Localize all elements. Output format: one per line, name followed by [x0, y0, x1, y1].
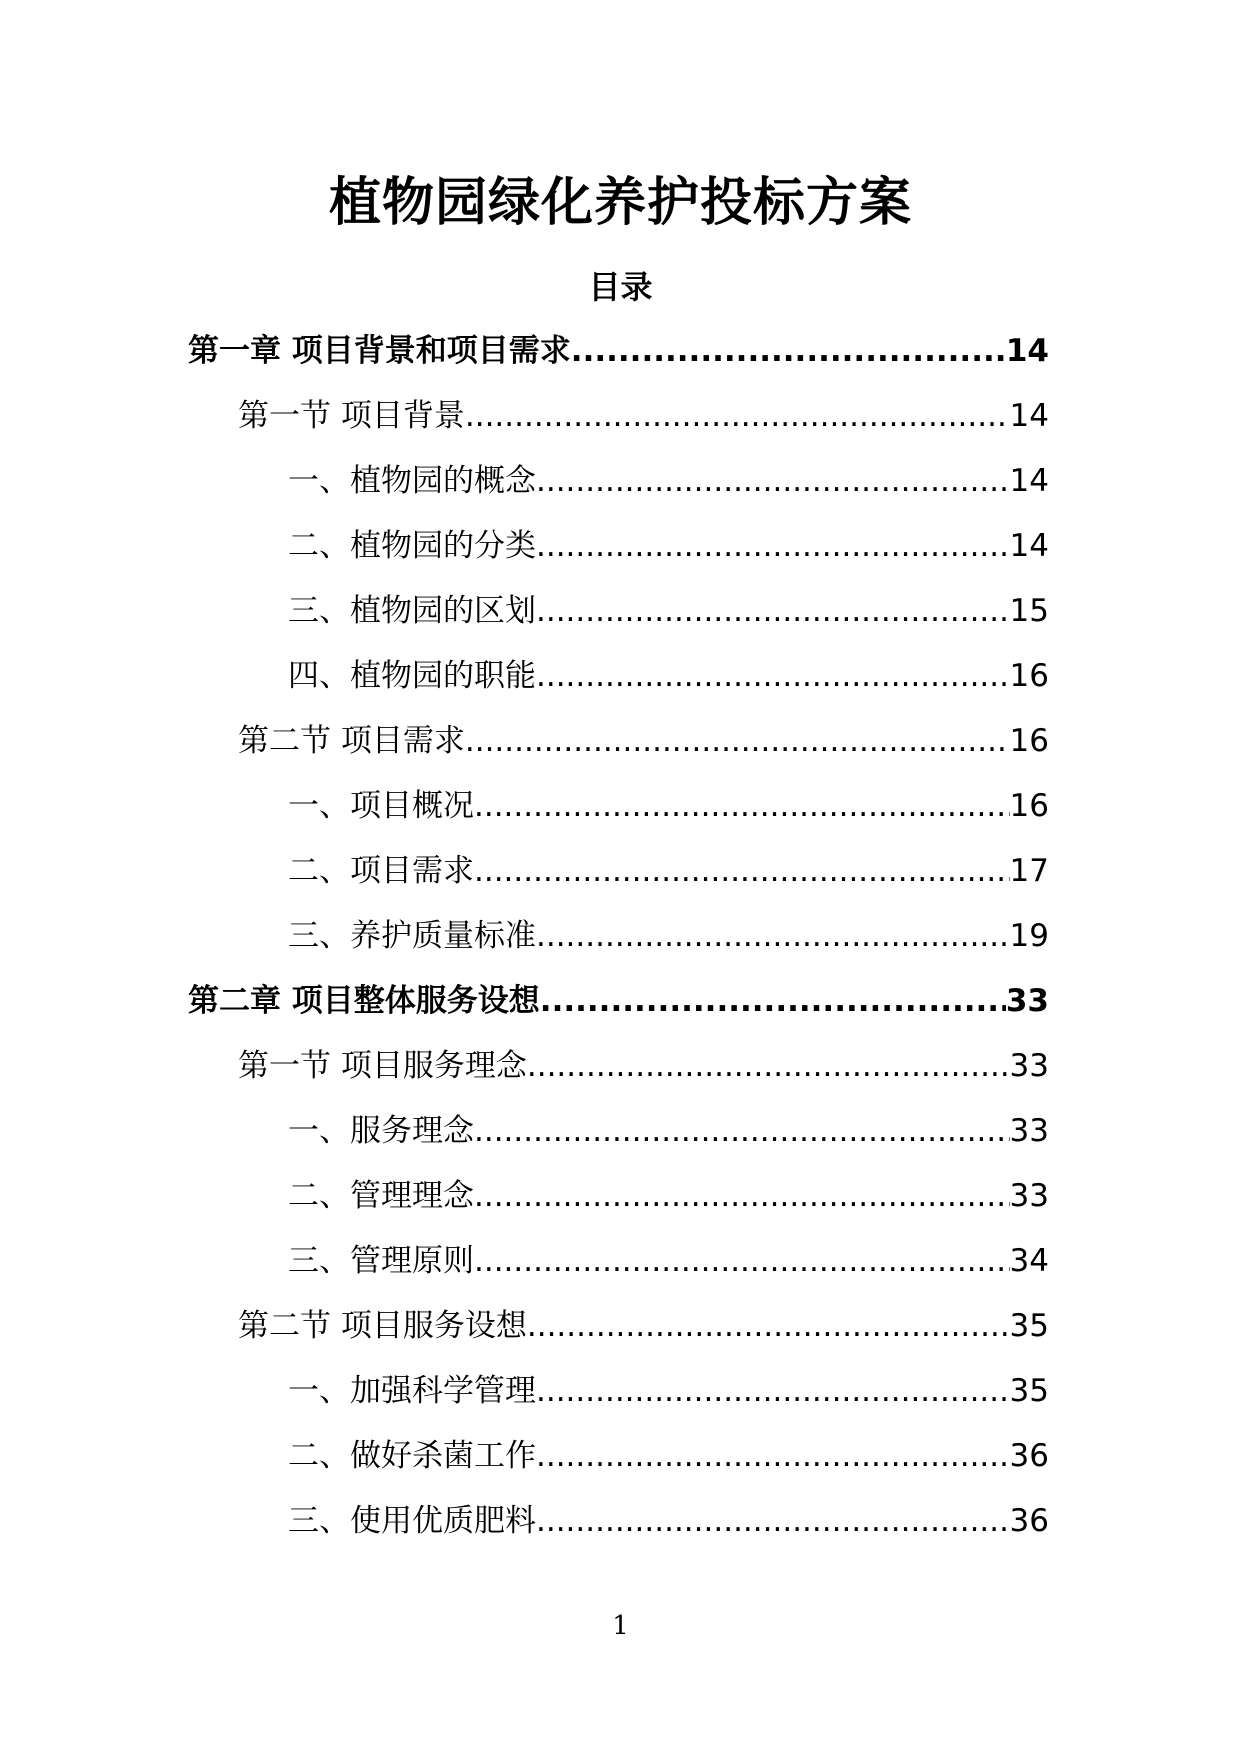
- toc-entry-page: 36: [1009, 1438, 1049, 1474]
- toc-entry-label: 四、植物园的职能: [288, 658, 536, 694]
- toc-entry-page: 14: [1009, 398, 1049, 434]
- toc-entry-label: 一、加强科学管理: [288, 1373, 536, 1409]
- toc-dot-leader: [465, 716, 1010, 766]
- toc-entry-page: 36: [1009, 1503, 1049, 1539]
- document-title: 植物园绿化养护投标方案: [328, 173, 912, 233]
- toc-entry-subsection[interactable]: [0, 1431, 1241, 1496]
- toc-entry-label: 三、植物园的区划: [288, 593, 536, 629]
- toc-entry-subsection[interactable]: [0, 586, 1241, 651]
- toc-dot-leader: [527, 1041, 1010, 1091]
- toc-entry-label: 第一节 项目服务理念: [238, 1048, 527, 1084]
- table-of-contents: [0, 326, 1241, 1561]
- page-number: 1: [612, 1611, 629, 1641]
- toc-entry-page: 19: [1009, 918, 1049, 954]
- toc-dot-leader: [540, 976, 1006, 1026]
- toc-entry-label: 二、项目需求: [288, 853, 474, 889]
- toc-entry-section[interactable]: [0, 1301, 1241, 1366]
- toc-entry-subsection[interactable]: [0, 1496, 1241, 1561]
- toc-entry-subsection[interactable]: [0, 1106, 1241, 1171]
- toc-entry-label: 第一节 项目背景: [238, 398, 465, 434]
- toc-entry-label: 第二章 项目整体服务设想: [188, 983, 540, 1019]
- toc-entry-page: 15: [1009, 593, 1049, 629]
- toc-entry-subsection[interactable]: [0, 651, 1241, 716]
- toc-entry-label: 三、养护质量标准: [288, 918, 536, 954]
- toc-dot-leader: [474, 1171, 1010, 1221]
- toc-entry-page: 35: [1009, 1373, 1049, 1409]
- toc-entry-section[interactable]: [0, 716, 1241, 781]
- toc-entry-label: 第二节 项目服务设想: [238, 1308, 527, 1344]
- toc-dot-leader: [474, 1236, 1010, 1286]
- toc-entry-subsection[interactable]: [0, 521, 1241, 586]
- toc-entry-page: 16: [1009, 788, 1049, 824]
- toc-entry-subsection[interactable]: [0, 781, 1241, 846]
- toc-dot-leader: [465, 391, 1010, 441]
- toc-entry-page: 35: [1009, 1308, 1049, 1344]
- toc-entry-page: 16: [1009, 723, 1049, 759]
- toc-entry-label: 第一章 项目背景和项目需求: [188, 333, 571, 369]
- toc-dot-leader: [536, 456, 1010, 506]
- toc-entry-chapter-2[interactable]: [0, 976, 1241, 1041]
- toc-entry-subsection[interactable]: [0, 1171, 1241, 1236]
- toc-entry-label: 三、使用优质肥料: [288, 1503, 536, 1539]
- toc-dot-leader: [536, 651, 1010, 701]
- toc-entry-subsection[interactable]: [0, 1366, 1241, 1431]
- toc-entry-subsection[interactable]: [0, 846, 1241, 911]
- toc-dot-leader: [536, 586, 1010, 636]
- toc-entry-label: 二、植物园的分类: [288, 528, 536, 564]
- toc-entry-page: 34: [1009, 1243, 1049, 1279]
- toc-entry-section[interactable]: [0, 391, 1241, 456]
- toc-entry-label: 一、植物园的概念: [288, 463, 536, 499]
- toc-entry-page: 17: [1009, 853, 1049, 889]
- toc-dot-leader: [474, 1106, 1010, 1156]
- toc-heading: 目录: [588, 268, 653, 306]
- toc-dot-leader: [536, 1366, 1010, 1416]
- toc-entry-label: 第二节 项目需求: [238, 723, 465, 759]
- toc-entry-label: 一、项目概况: [288, 788, 474, 824]
- toc-entry-label: 三、管理原则: [288, 1243, 474, 1279]
- toc-entry-page: 33: [1009, 1048, 1049, 1084]
- toc-entry-page: 33: [1009, 1178, 1049, 1214]
- toc-dot-leader: [536, 911, 1010, 961]
- toc-dot-leader: [474, 846, 1010, 896]
- toc-entry-page: 16: [1009, 658, 1049, 694]
- toc-entry-page: 33: [1005, 983, 1049, 1019]
- toc-entry-label: 一、服务理念: [288, 1113, 474, 1149]
- toc-entry-page: 33: [1009, 1113, 1049, 1149]
- toc-entry-subsection[interactable]: [0, 456, 1241, 521]
- toc-entry-chapter-1[interactable]: [0, 326, 1241, 391]
- toc-dot-leader: [571, 326, 1006, 376]
- toc-entry-subsection[interactable]: [0, 1236, 1241, 1301]
- toc-entry-label: 二、做好杀菌工作: [288, 1438, 536, 1474]
- toc-entry-subsection[interactable]: [0, 911, 1241, 976]
- toc-entry-page: 14: [1005, 333, 1049, 369]
- toc-dot-leader: [536, 1496, 1010, 1546]
- toc-entry-label: 二、管理理念: [288, 1178, 474, 1214]
- toc-dot-leader: [536, 1431, 1010, 1481]
- toc-entry-section[interactable]: [0, 1041, 1241, 1106]
- toc-entry-page: 14: [1009, 463, 1049, 499]
- toc-dot-leader: [527, 1301, 1010, 1351]
- toc-entry-page: 14: [1009, 528, 1049, 564]
- toc-dot-leader: [536, 521, 1010, 571]
- toc-dot-leader: [474, 781, 1010, 831]
